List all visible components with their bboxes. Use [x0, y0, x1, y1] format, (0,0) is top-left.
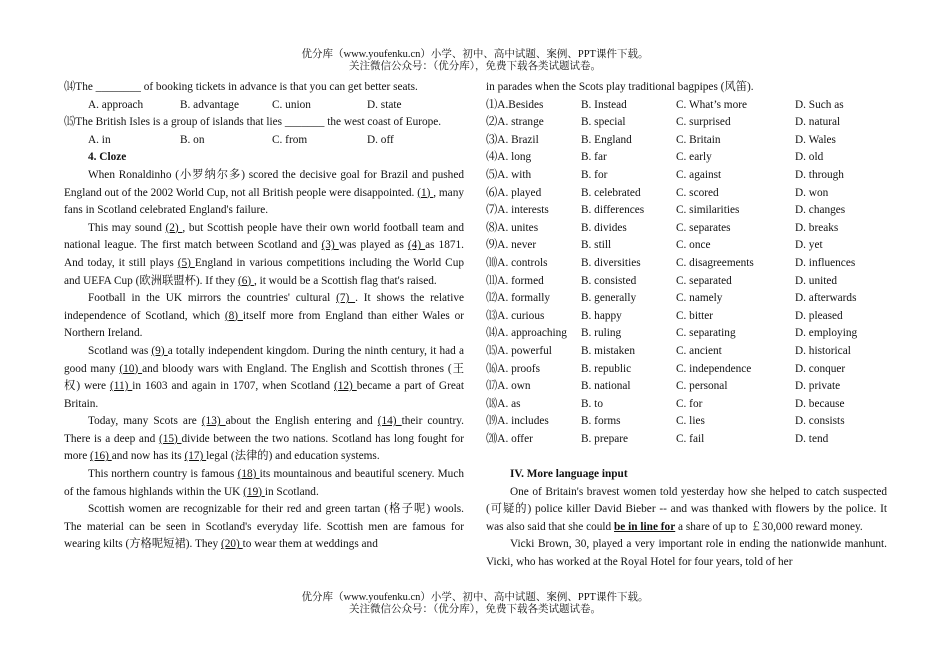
option-c: C. Britain: [676, 133, 721, 146]
blank: (6): [237, 274, 254, 287]
option-a: ⒄A. own: [486, 380, 531, 393]
option-a: ⑿A. formally: [486, 292, 551, 305]
option-d: D. afterwards: [795, 292, 857, 305]
option-c: C. personal: [676, 380, 728, 393]
text-run: , it would be a Scottish flag that's raised.: [253, 274, 437, 287]
option-c: C. separates: [676, 221, 731, 234]
option-row: [486, 431, 887, 449]
paragraph: [486, 536, 887, 571]
option-d: D. tend: [795, 432, 829, 445]
option-c: C. fail: [676, 432, 705, 445]
text-run: its mountainous and beautiful scenery. Much of the famous highlands within the UK: [64, 468, 464, 498]
option-a: ⑴A.Besides: [486, 98, 544, 111]
option-a: ⑾A. formed: [486, 274, 544, 287]
option-a: ⑺A. interests: [486, 204, 549, 217]
blank: (2): [165, 221, 183, 234]
option-a: ⑷A. long: [486, 151, 532, 164]
option-b: B. diversities: [581, 256, 641, 269]
question-15-options: [64, 132, 464, 150]
option-d: D. because: [795, 397, 845, 410]
option-d: D. conquer: [795, 362, 846, 375]
highlighted-phrase: be in line for: [614, 520, 676, 533]
option-b: B. republic: [581, 362, 632, 375]
option-d: D. Such as: [795, 98, 844, 111]
option-a: ⑵A. strange: [486, 116, 544, 129]
option-row: [486, 202, 887, 220]
blank: (13): [201, 415, 226, 428]
blank: (12): [334, 380, 357, 393]
option-c: C. union: [272, 98, 311, 111]
blank: (9): [151, 344, 168, 357]
text-run: to wear them at weddings and: [242, 538, 378, 551]
text-run: a totally independent kingdom. During the ninth century, it had a good many: [64, 344, 465, 375]
option-row: [486, 167, 887, 185]
paragraph: [64, 290, 464, 343]
option-c: C. separating: [676, 327, 736, 340]
header-line-2: 关注微信公众号：（优分库），免费下载各类试题试卷。: [349, 61, 601, 72]
option-a: ⒂A. powerful: [486, 344, 552, 357]
text-run: and now has its: [111, 450, 185, 463]
paragraph: [64, 220, 464, 290]
option-a: ⒅A. as: [486, 397, 521, 410]
option-b: B. for: [581, 168, 608, 181]
option-row: [486, 149, 887, 167]
option-c: C. scored: [676, 186, 719, 199]
option-row: [486, 308, 887, 326]
blank: (15): [158, 432, 182, 445]
text-run: became a part of Great Britain.: [64, 380, 464, 410]
option-c: C. independence: [676, 362, 752, 375]
section-heading: IV. More language input: [510, 468, 628, 481]
option-c: C. for: [676, 397, 703, 410]
option-d: D. won: [795, 186, 829, 199]
option-d: D. state: [367, 98, 402, 111]
blank: (20): [220, 538, 243, 551]
option-c: C. similarities: [676, 204, 740, 217]
blank: (14): [377, 415, 402, 428]
text-run: Football in the UK mirrors the countries' cultural: [88, 292, 337, 305]
option-b: B. ruling: [581, 327, 622, 340]
text-run: This northern country is famous: [88, 468, 238, 481]
option-c: C. separated: [676, 274, 732, 287]
option-d: D. natural: [795, 116, 841, 129]
option-b: B. forms: [581, 415, 621, 428]
paragraph: [64, 501, 464, 554]
option-a: ⑼A. never: [486, 239, 537, 252]
reading-passage: [486, 484, 887, 572]
option-b: B. to: [581, 397, 603, 410]
text-run: and bloody wars with England. The English and Scottish thrones (王权) were: [64, 362, 465, 393]
option-row: [486, 361, 887, 379]
option-b: B. advantage: [180, 98, 239, 111]
text-run: One of Britain's bravest women told yesterday how she helped to catch suspected (可疑的) police killer David Bieber -- and was thanked with flowers by the police. It was also said that she could: [486, 485, 887, 533]
option-d: D. Wales: [795, 133, 836, 146]
text-run: about the English entering and: [225, 415, 378, 428]
text-run: divide between the two nations. Scotland has long fought for more: [64, 432, 464, 463]
option-b: B. differences: [581, 204, 645, 217]
cloze-passage: [64, 167, 464, 554]
blank: (5): [177, 256, 195, 269]
option-b: B. mistaken: [581, 344, 635, 357]
option-c: C. once: [676, 239, 711, 252]
option-row: [486, 273, 887, 291]
text-run: Vicki Brown, 30, played a very important role in ending the nationwide manhunt. Vicki, who has worked at the Royal Hotel for four years, told of her: [486, 538, 887, 569]
left-column: [64, 79, 464, 554]
footer-line-2: 关注微信公众号：（优分库），免费下载各类试题试卷。: [349, 604, 601, 615]
blank: (18): [237, 468, 260, 481]
option-d: D. influences: [795, 256, 856, 269]
option-c: C. lies: [676, 415, 705, 428]
text-run: , many fans in Scotland celebrated England's failure.: [64, 186, 464, 217]
paragraph: [486, 484, 887, 537]
option-d: D. yet: [795, 239, 823, 252]
option-row: [486, 237, 887, 255]
text-run: This may sound: [88, 221, 166, 234]
option-b: B. divides: [581, 221, 627, 234]
option-a: ⒆A. includes: [486, 415, 549, 428]
option-a: A. in: [88, 133, 111, 146]
option-c: C. surprised: [676, 116, 731, 129]
option-d: D. through: [795, 168, 844, 181]
blank: (11): [109, 380, 133, 393]
blank: (3): [321, 239, 339, 252]
option-a: ⒁A. approaching: [486, 327, 567, 340]
blank: (8): [224, 309, 243, 322]
option-a: ⒀A. curious: [486, 309, 545, 322]
option-row: [486, 378, 887, 396]
paragraph: [64, 466, 464, 501]
text-run: When Ronaldinho (小罗纳尔多) scored the decisive goal for Brazil and pushed England out of the 2002 World Cup, not all British people were disappointed.: [64, 168, 464, 199]
question-15: ⒂The British Isles is a group of islands that lies _______ the west coast of Europe.: [64, 116, 442, 129]
header-line-1: 优分库（www.youfenku.cn）小学、初中、高中试题、案例、PPT课件下载。: [301, 49, 649, 60]
text-run: Scotland was: [88, 344, 152, 357]
option-b: B. national: [581, 380, 631, 393]
option-a: ⑶A. Brazil: [486, 133, 539, 146]
option-b: B. Instead: [581, 98, 627, 111]
blank: (17): [184, 450, 207, 463]
option-b: B. prepare: [581, 432, 629, 445]
option-row: [486, 220, 887, 238]
text-run: England in various competitions including the World Cup and UEFA Cup (欧洲联盟杯). If they: [64, 256, 464, 287]
page-footer: [0, 592, 950, 616]
option-row: [486, 396, 887, 414]
text-run: was played as: [338, 239, 408, 252]
blank: (4): [407, 239, 426, 252]
paragraph: [64, 343, 464, 413]
question-14: ⒁The ________ of booking tickets in advance is that you can get better seats.: [64, 81, 418, 93]
option-d: D. historical: [795, 344, 851, 357]
option-c: C. against: [676, 168, 722, 181]
option-row: [486, 255, 887, 273]
cloze-options: [486, 97, 887, 449]
option-row: [486, 185, 887, 203]
text-run: in Scotland.: [264, 485, 319, 498]
option-row: [486, 97, 887, 115]
text-run: as 1871. And today, it still plays: [64, 239, 464, 269]
text-run: , but Scottish people have their own world football team and national league. The first match between Scotland and: [64, 221, 465, 252]
option-a: ⑽A. controls: [486, 256, 548, 269]
option-c: C. What’s more: [676, 98, 748, 111]
paragraph: [64, 167, 464, 220]
text-run: Scottish women are recognizable for their red and green tartan (格子呢) wools. The material can be seen in Scotland's everyday life. Scottish men are famous for wearing kilts (方格呢短裙). They: [64, 503, 464, 551]
option-row: [486, 343, 887, 361]
option-row: [486, 114, 887, 132]
option-b: B. still: [581, 239, 612, 252]
question-14-options: [64, 97, 464, 115]
blank: (16): [90, 450, 112, 463]
option-c: C. namely: [676, 292, 723, 305]
option-a: ⑸A. with: [486, 168, 532, 181]
option-c: C. early: [676, 151, 712, 164]
option-b: B. celebrated: [581, 186, 641, 199]
option-d: D. employing: [795, 327, 858, 340]
right-column: [486, 79, 887, 572]
option-d: D. breaks: [795, 221, 839, 234]
option-c: C. from: [272, 133, 308, 146]
option-a: ⒃A. proofs: [486, 362, 540, 375]
text-run: itself more from England than either Wales or Northern Ireland.: [64, 309, 464, 340]
text-run: their country. There is a deep and: [64, 415, 464, 445]
option-d: D. changes: [795, 204, 846, 217]
cloze-heading: 4. Cloze: [88, 151, 127, 164]
option-d: D. pleased: [795, 309, 843, 322]
text-run: legal (法律的) and education systems.: [206, 450, 380, 463]
text-run: a share of up to ￡30,000 reward money.: [675, 520, 863, 533]
option-d: D. private: [795, 380, 841, 393]
paragraph: [64, 413, 464, 466]
option-c: C. disagreements: [676, 256, 754, 269]
text-run: . It shows the relative independence of Scotland, which: [64, 292, 464, 322]
option-row: [486, 325, 887, 343]
option-d: D. consists: [795, 415, 845, 428]
option-b: B. special: [581, 116, 626, 129]
passage-continuation: in parades when the Scots play traditional bagpipes (风笛).: [486, 81, 754, 93]
option-d: D. off: [367, 133, 394, 146]
option-c: C. ancient: [676, 344, 722, 357]
option-row: [486, 413, 887, 431]
blank: (1): [417, 186, 434, 199]
text-run: Today, many Scots are: [88, 415, 202, 428]
text-run: in 1603 and again in 1707, when Scotland: [132, 380, 334, 393]
footer-line-1: 优分库（www.youfenku.cn）小学、初中、高中试题、案例、PPT课件下载。: [301, 592, 649, 603]
option-b: B. on: [180, 133, 205, 146]
option-d: D. united: [795, 274, 838, 287]
page-header: [0, 49, 950, 73]
option-d: D. old: [795, 151, 824, 164]
option-b: B. consisted: [581, 274, 637, 287]
option-a: ⑹A. played: [486, 186, 542, 199]
option-a: ⒇A. offer: [486, 432, 533, 445]
option-b: B. England: [581, 133, 632, 146]
option-row: [486, 132, 887, 150]
option-a: A. approach: [88, 98, 144, 111]
option-b: B. far: [581, 151, 607, 164]
blank: (19): [243, 485, 265, 498]
option-c: C. bitter: [676, 309, 714, 322]
option-b: B. generally: [581, 292, 637, 305]
option-row: [486, 290, 887, 308]
option-b: B. happy: [581, 309, 622, 322]
blank: (10): [119, 362, 143, 375]
option-a: ⑻A. unites: [486, 221, 539, 234]
blank: (7): [336, 292, 356, 305]
